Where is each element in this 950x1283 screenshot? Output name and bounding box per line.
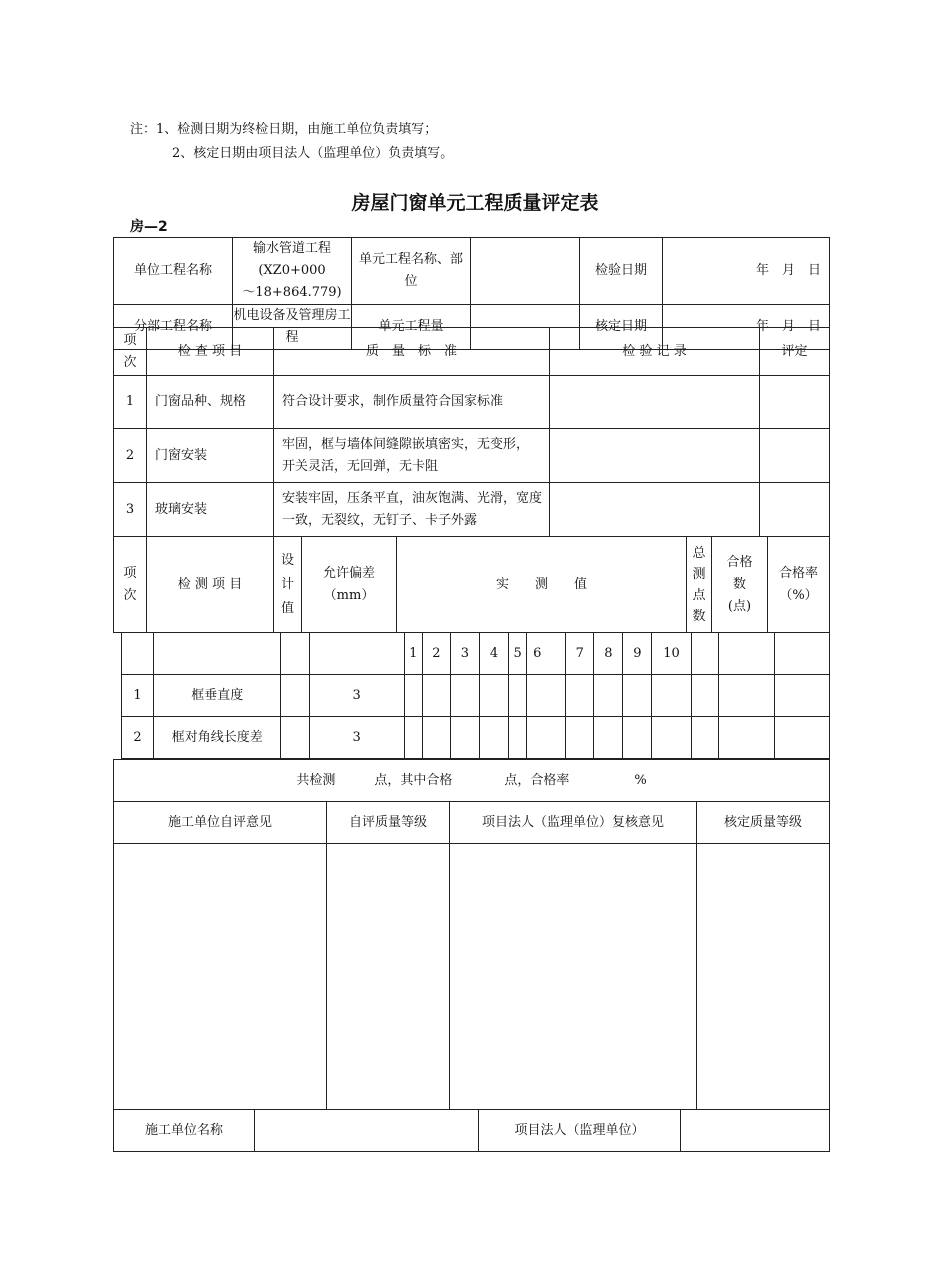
measure-cell[interactable] <box>450 717 479 759</box>
check-col-no <box>114 328 147 376</box>
table-row <box>114 483 830 537</box>
check-row-record[interactable] <box>550 483 760 537</box>
point-number: 5 <box>509 633 527 675</box>
measure-col-pass <box>712 537 768 633</box>
unit-project-value-1: 输水管道工程(XZ0+000 <box>252 241 331 278</box>
point-number: 4 <box>479 633 508 675</box>
measure-cell[interactable] <box>422 717 450 759</box>
element-name-label <box>352 238 471 305</box>
measure-cell[interactable] <box>566 675 594 717</box>
measure-row-design[interactable] <box>281 717 309 759</box>
sub-project-value: 机电设备及管理房工程 <box>233 305 352 350</box>
check-col-standard: 质 量 标 准 <box>274 328 550 376</box>
note-line-2: 2、核定日期由项目法人（监理单位）负责填写。 <box>172 146 454 161</box>
data-cell <box>691 633 718 675</box>
element-qty-label: 单元工程量 <box>352 305 471 350</box>
measure-col-total <box>687 537 712 633</box>
check-col-item: 检 查 项 目 <box>147 328 274 376</box>
measure-pass[interactable] <box>718 675 774 717</box>
measure-col-no-2: 次 <box>123 587 137 603</box>
measure-cell[interactable] <box>527 675 566 717</box>
inspect-date-value[interactable]: 年 月 日 <box>663 238 830 305</box>
check-row-standard <box>274 483 550 537</box>
check-row-no: 3 <box>114 483 147 537</box>
check-col-rating: 评定 <box>760 328 830 376</box>
measure-col-item: 检 测 项 目 <box>147 537 274 633</box>
check-row-no: 2 <box>114 429 147 483</box>
check-row-standard-2: 一致，无裂纹，无钉子、卡子外露 <box>282 512 478 528</box>
measure-cell[interactable] <box>623 717 652 759</box>
verify-date-label: 核定日期 <box>580 305 663 350</box>
pass-label-2: 数 <box>732 576 746 592</box>
measure-cell[interactable] <box>450 675 479 717</box>
element-name-label-1: 单元工程名称、部 <box>358 252 463 267</box>
inspect-date-label: 检验日期 <box>580 238 663 305</box>
point-number: 1 <box>404 633 422 675</box>
check-col-record: 检 验 记 录 <box>550 328 760 376</box>
check-row-item: 门窗品种、规格 <box>147 376 274 429</box>
measure-col-no <box>114 537 147 633</box>
measure-total[interactable] <box>691 717 718 759</box>
measure-cell[interactable] <box>509 675 527 717</box>
measure-pass[interactable] <box>718 717 774 759</box>
check-row-item: 门窗安装 <box>147 429 274 483</box>
measure-cell[interactable] <box>594 675 623 717</box>
total-char: 数 <box>692 608 706 624</box>
check-row-record[interactable] <box>550 376 760 429</box>
check-row-standard <box>274 429 550 483</box>
table-row <box>122 717 830 759</box>
total-char: 点 <box>692 587 706 603</box>
owner-review-field[interactable] <box>450 844 697 1110</box>
check-row-rating[interactable] <box>760 429 830 483</box>
point-number: 8 <box>594 633 623 675</box>
measure-row-no: 1 <box>122 675 154 717</box>
design-char: 设 <box>280 552 294 568</box>
owner-label: 项目法人（监理单位） <box>479 1110 681 1152</box>
measure-row-design[interactable] <box>281 675 309 717</box>
measure-cell[interactable] <box>479 675 508 717</box>
pass-label-1: 合格 <box>726 554 753 570</box>
check-table <box>113 327 830 537</box>
verified-grade-label: 核定质量等级 <box>697 802 830 844</box>
verified-grade-field[interactable] <box>697 844 830 1110</box>
measure-col-no-1: 项 <box>123 565 137 581</box>
element-name-value[interactable] <box>471 238 580 305</box>
pass-label-3: (点) <box>727 598 752 614</box>
measure-cell[interactable] <box>404 675 422 717</box>
check-row-standard-2: 开关灵活，无回弹，无卡阻 <box>282 458 439 474</box>
measure-data-table <box>121 632 830 759</box>
table-row <box>114 429 830 483</box>
point-number: 10 <box>652 633 691 675</box>
measure-cell[interactable] <box>652 717 691 759</box>
self-grade-field[interactable] <box>327 844 450 1110</box>
check-row-rating[interactable] <box>760 376 830 429</box>
sub-project-label: 分部工程名称 <box>114 305 233 350</box>
measure-cell[interactable] <box>594 717 623 759</box>
point-number: 3 <box>450 633 479 675</box>
page-title: 房屋门窗单元工程质量评定表 <box>351 192 599 214</box>
measure-row-no: 2 <box>122 717 154 759</box>
measure-cell[interactable] <box>404 717 422 759</box>
contractor-name-label: 施工单位名称 <box>114 1110 255 1152</box>
measure-col-rate <box>768 537 830 633</box>
measure-cell[interactable] <box>509 717 527 759</box>
data-cell <box>309 633 404 675</box>
design-char: 计 <box>280 576 294 592</box>
unit-project-value-2: ～18+864.779) <box>242 285 342 300</box>
data-cell <box>154 633 281 675</box>
footer-table <box>113 1109 830 1152</box>
summary-line: 共检测 点，其中合格 点，合格率 % <box>114 760 830 802</box>
measure-cell[interactable] <box>623 675 652 717</box>
check-row-standard-1: 牢固，框与墙体间缝隙嵌填密实，无变形， <box>282 436 530 452</box>
data-cell <box>718 633 774 675</box>
rate-label-2: （%） <box>779 587 818 603</box>
measure-cell[interactable] <box>527 717 566 759</box>
check-row-standard: 符合设计要求，制作质量符合国家标准 <box>274 376 550 429</box>
verify-date-value[interactable]: 年 月 日 <box>663 305 830 350</box>
table-row <box>122 675 830 717</box>
check-row-standard-1: 安装牢固，压条平直，油灰饱满、光滑，宽度 <box>282 490 543 506</box>
unit-project-value <box>233 238 352 305</box>
owner-review-label: 项目法人（监理单位）复核意见 <box>450 802 697 844</box>
measure-row-item: 框垂直度 <box>154 675 281 717</box>
rate-label-1: 合格率 <box>778 565 818 581</box>
measure-header-table <box>113 536 830 633</box>
data-cell <box>281 633 309 675</box>
measure-row-tolerance: 3 <box>309 675 404 717</box>
measure-cell[interactable] <box>566 717 594 759</box>
contractor-self-opinion-field[interactable] <box>114 844 327 1110</box>
contractor-self-opinion-label: 施工单位自评意见 <box>114 802 327 844</box>
check-row-item: 玻璃安装 <box>147 483 274 537</box>
measure-rate[interactable] <box>774 675 829 717</box>
form-code: 房—2 <box>130 219 168 235</box>
data-cell <box>122 633 154 675</box>
measure-row-item: 框对角线长度差 <box>154 717 281 759</box>
measure-col-measured: 实 测 值 <box>397 537 687 633</box>
unit-project-label: 单位工程名称 <box>114 238 233 305</box>
table-row <box>114 376 830 429</box>
measure-col-tolerance <box>302 537 397 633</box>
check-row-record[interactable] <box>550 429 760 483</box>
measure-cell[interactable] <box>652 675 691 717</box>
note-line-1: 注：1、检测日期为终检日期，由施工单位负责填写； <box>130 122 438 137</box>
element-name-label-2: 位 <box>404 274 418 289</box>
contractor-name-field[interactable] <box>255 1110 479 1152</box>
point-number: 2 <box>422 633 450 675</box>
measure-rate[interactable] <box>774 717 829 759</box>
data-cell <box>774 633 829 675</box>
tolerance-label-2: （mm） <box>323 587 375 603</box>
point-number: 7 <box>566 633 594 675</box>
design-char: 值 <box>280 600 294 616</box>
measure-total[interactable] <box>691 675 718 717</box>
measure-cell[interactable] <box>422 675 450 717</box>
total-char: 总 <box>692 545 706 561</box>
check-row-rating[interactable] <box>760 483 830 537</box>
check-col-no-2: 次 <box>123 354 137 370</box>
self-grade-label: 自评质量等级 <box>327 802 450 844</box>
check-col-no-1: 项 <box>123 332 137 348</box>
check-row-no: 1 <box>114 376 147 429</box>
point-number: 9 <box>623 633 652 675</box>
point-number: 6 <box>527 633 566 675</box>
measure-cell[interactable] <box>479 717 508 759</box>
summary-table <box>113 759 830 1110</box>
tolerance-label-1: 允许偏差 <box>322 565 375 581</box>
total-char: 测 <box>692 566 706 582</box>
owner-field[interactable] <box>681 1110 830 1152</box>
measure-col-design <box>274 537 302 633</box>
measure-row-tolerance: 3 <box>309 717 404 759</box>
